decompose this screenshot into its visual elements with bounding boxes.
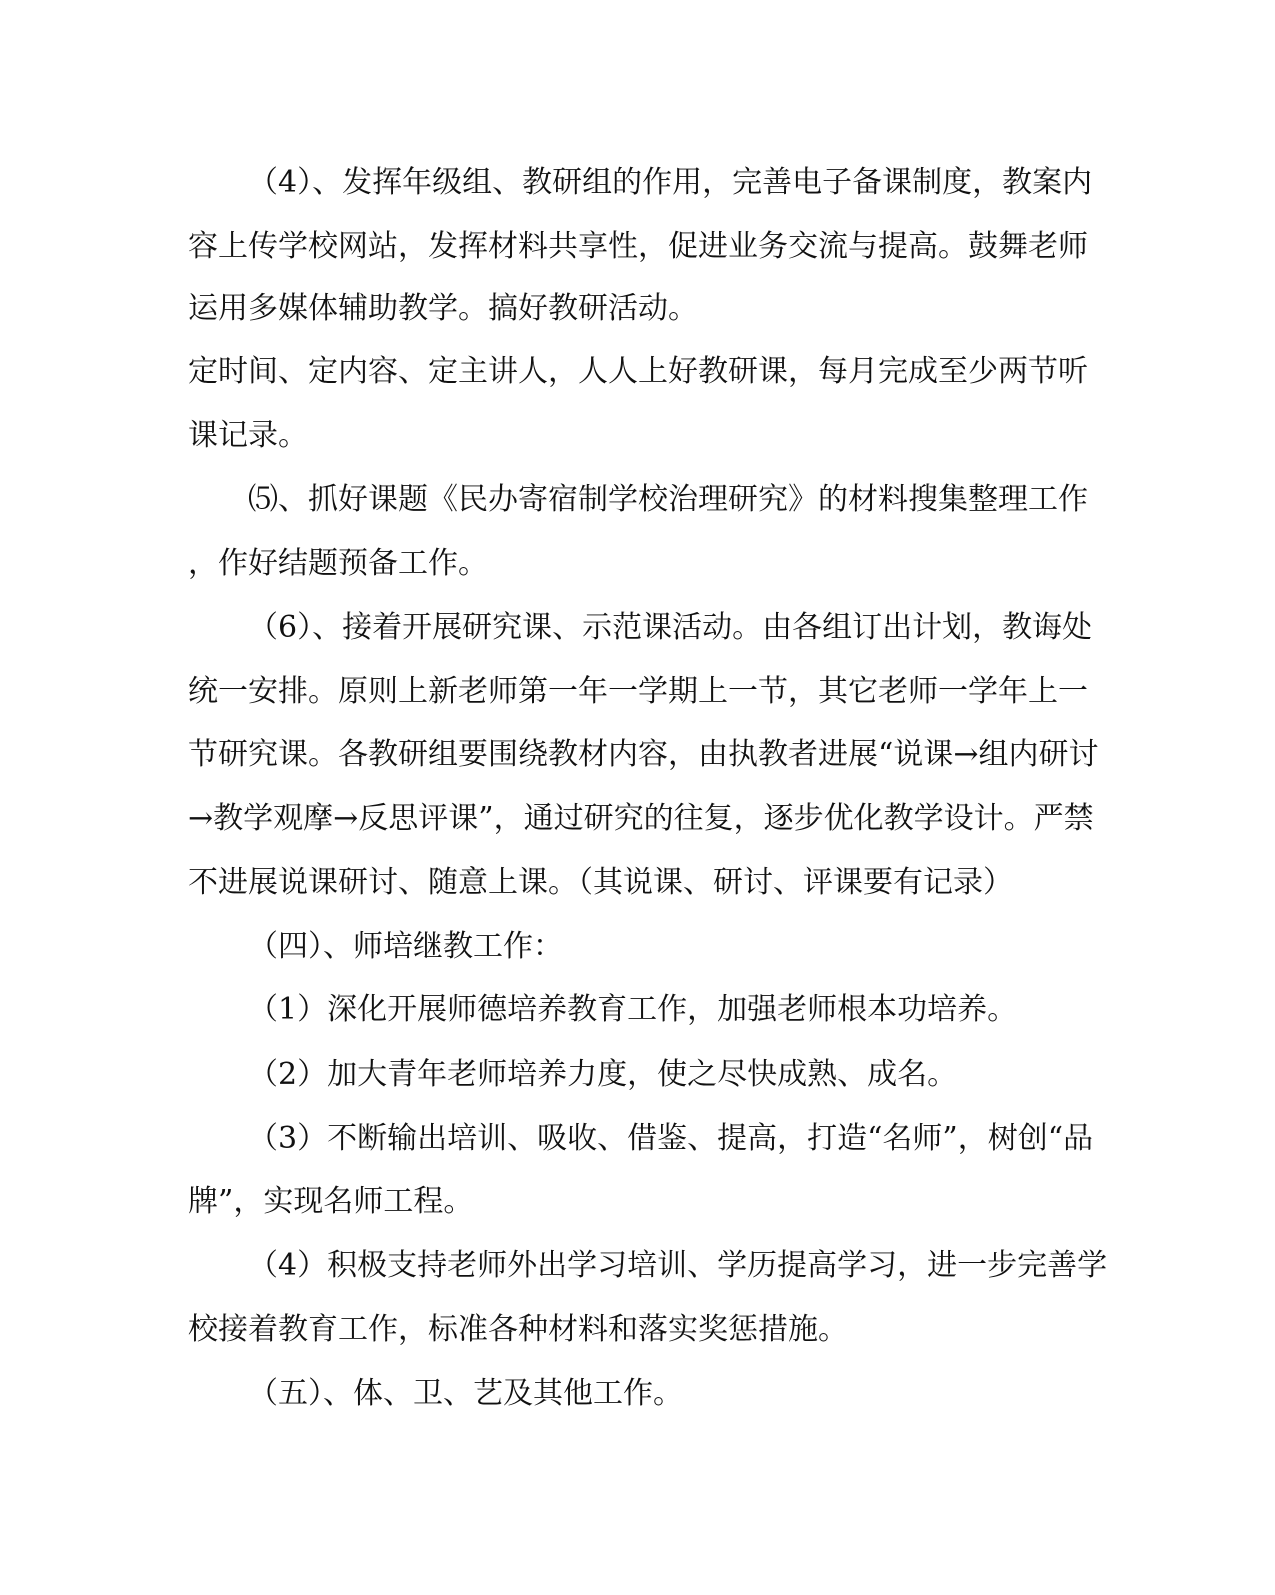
paragraph-line: 不进展说课研讨、随意上课。（其说课、研讨、评课要有记录） [188, 865, 1013, 900]
paragraph-line: 牌”，实现名师工程。 [188, 1184, 474, 1219]
paragraph-line: 统一安排。原则上新老师第一年一学期上一节，其它老师一学年上一 [188, 674, 1088, 709]
paragraph-line: （1）深化开展师德培养教育工作，加强老师根本功培养。 [248, 992, 1018, 1027]
paragraph-line: 校接着教育工作，标准各种材料和落实奖惩措施。 [188, 1312, 848, 1347]
paragraph-line: 课记录。 [188, 418, 308, 453]
paragraph-line: （2）加大青年老师培养力度，使之尽快成熟、成名。 [248, 1057, 958, 1092]
paragraph-line: （4）、发挥年级组、教研组的作用，完善电子备课制度，教案内 [248, 165, 1093, 200]
paragraph-line: 容上传学校网站，发挥材料共享性，促进业务交流与提高。鼓舞老师 [188, 229, 1088, 264]
paragraph-line: （6）、接着开展研究课、示范课活动。由各组订出计划，教诲处 [248, 610, 1093, 645]
paragraph-line: ⑸、抓好课题《民办寄宿制学校治理研究》的材料搜集整理工作 [248, 482, 1088, 517]
section-heading: （四）、师培继教工作： [248, 929, 563, 964]
section-heading: （五）、体、卫、艺及其他工作。 [248, 1376, 683, 1411]
paragraph-line: 运用多媒体辅助教学。搞好教研活动。 [188, 291, 698, 326]
paragraph-line: 节研究课。各教研组要围绕教材内容，由执教者进展“说课→组内研讨 [188, 737, 1099, 772]
paragraph-line: ，作好结题预备工作。 [188, 546, 488, 581]
paragraph-line: 定时间、定内容、定主讲人，人人上好教研课，每月完成至少两节听 [188, 354, 1088, 389]
paragraph-line: （3）不断输出培训、吸收、借鉴、提高，打造“名师”，树创“品 [248, 1121, 1094, 1156]
paragraph-line: →教学观摩→反思评课”，通过研究的往复，逐步优化教学设计。严禁 [188, 801, 1094, 836]
paragraph-line: （4）积极支持老师外出学习培训、学历提高学习，进一步完善学 [248, 1248, 1108, 1283]
